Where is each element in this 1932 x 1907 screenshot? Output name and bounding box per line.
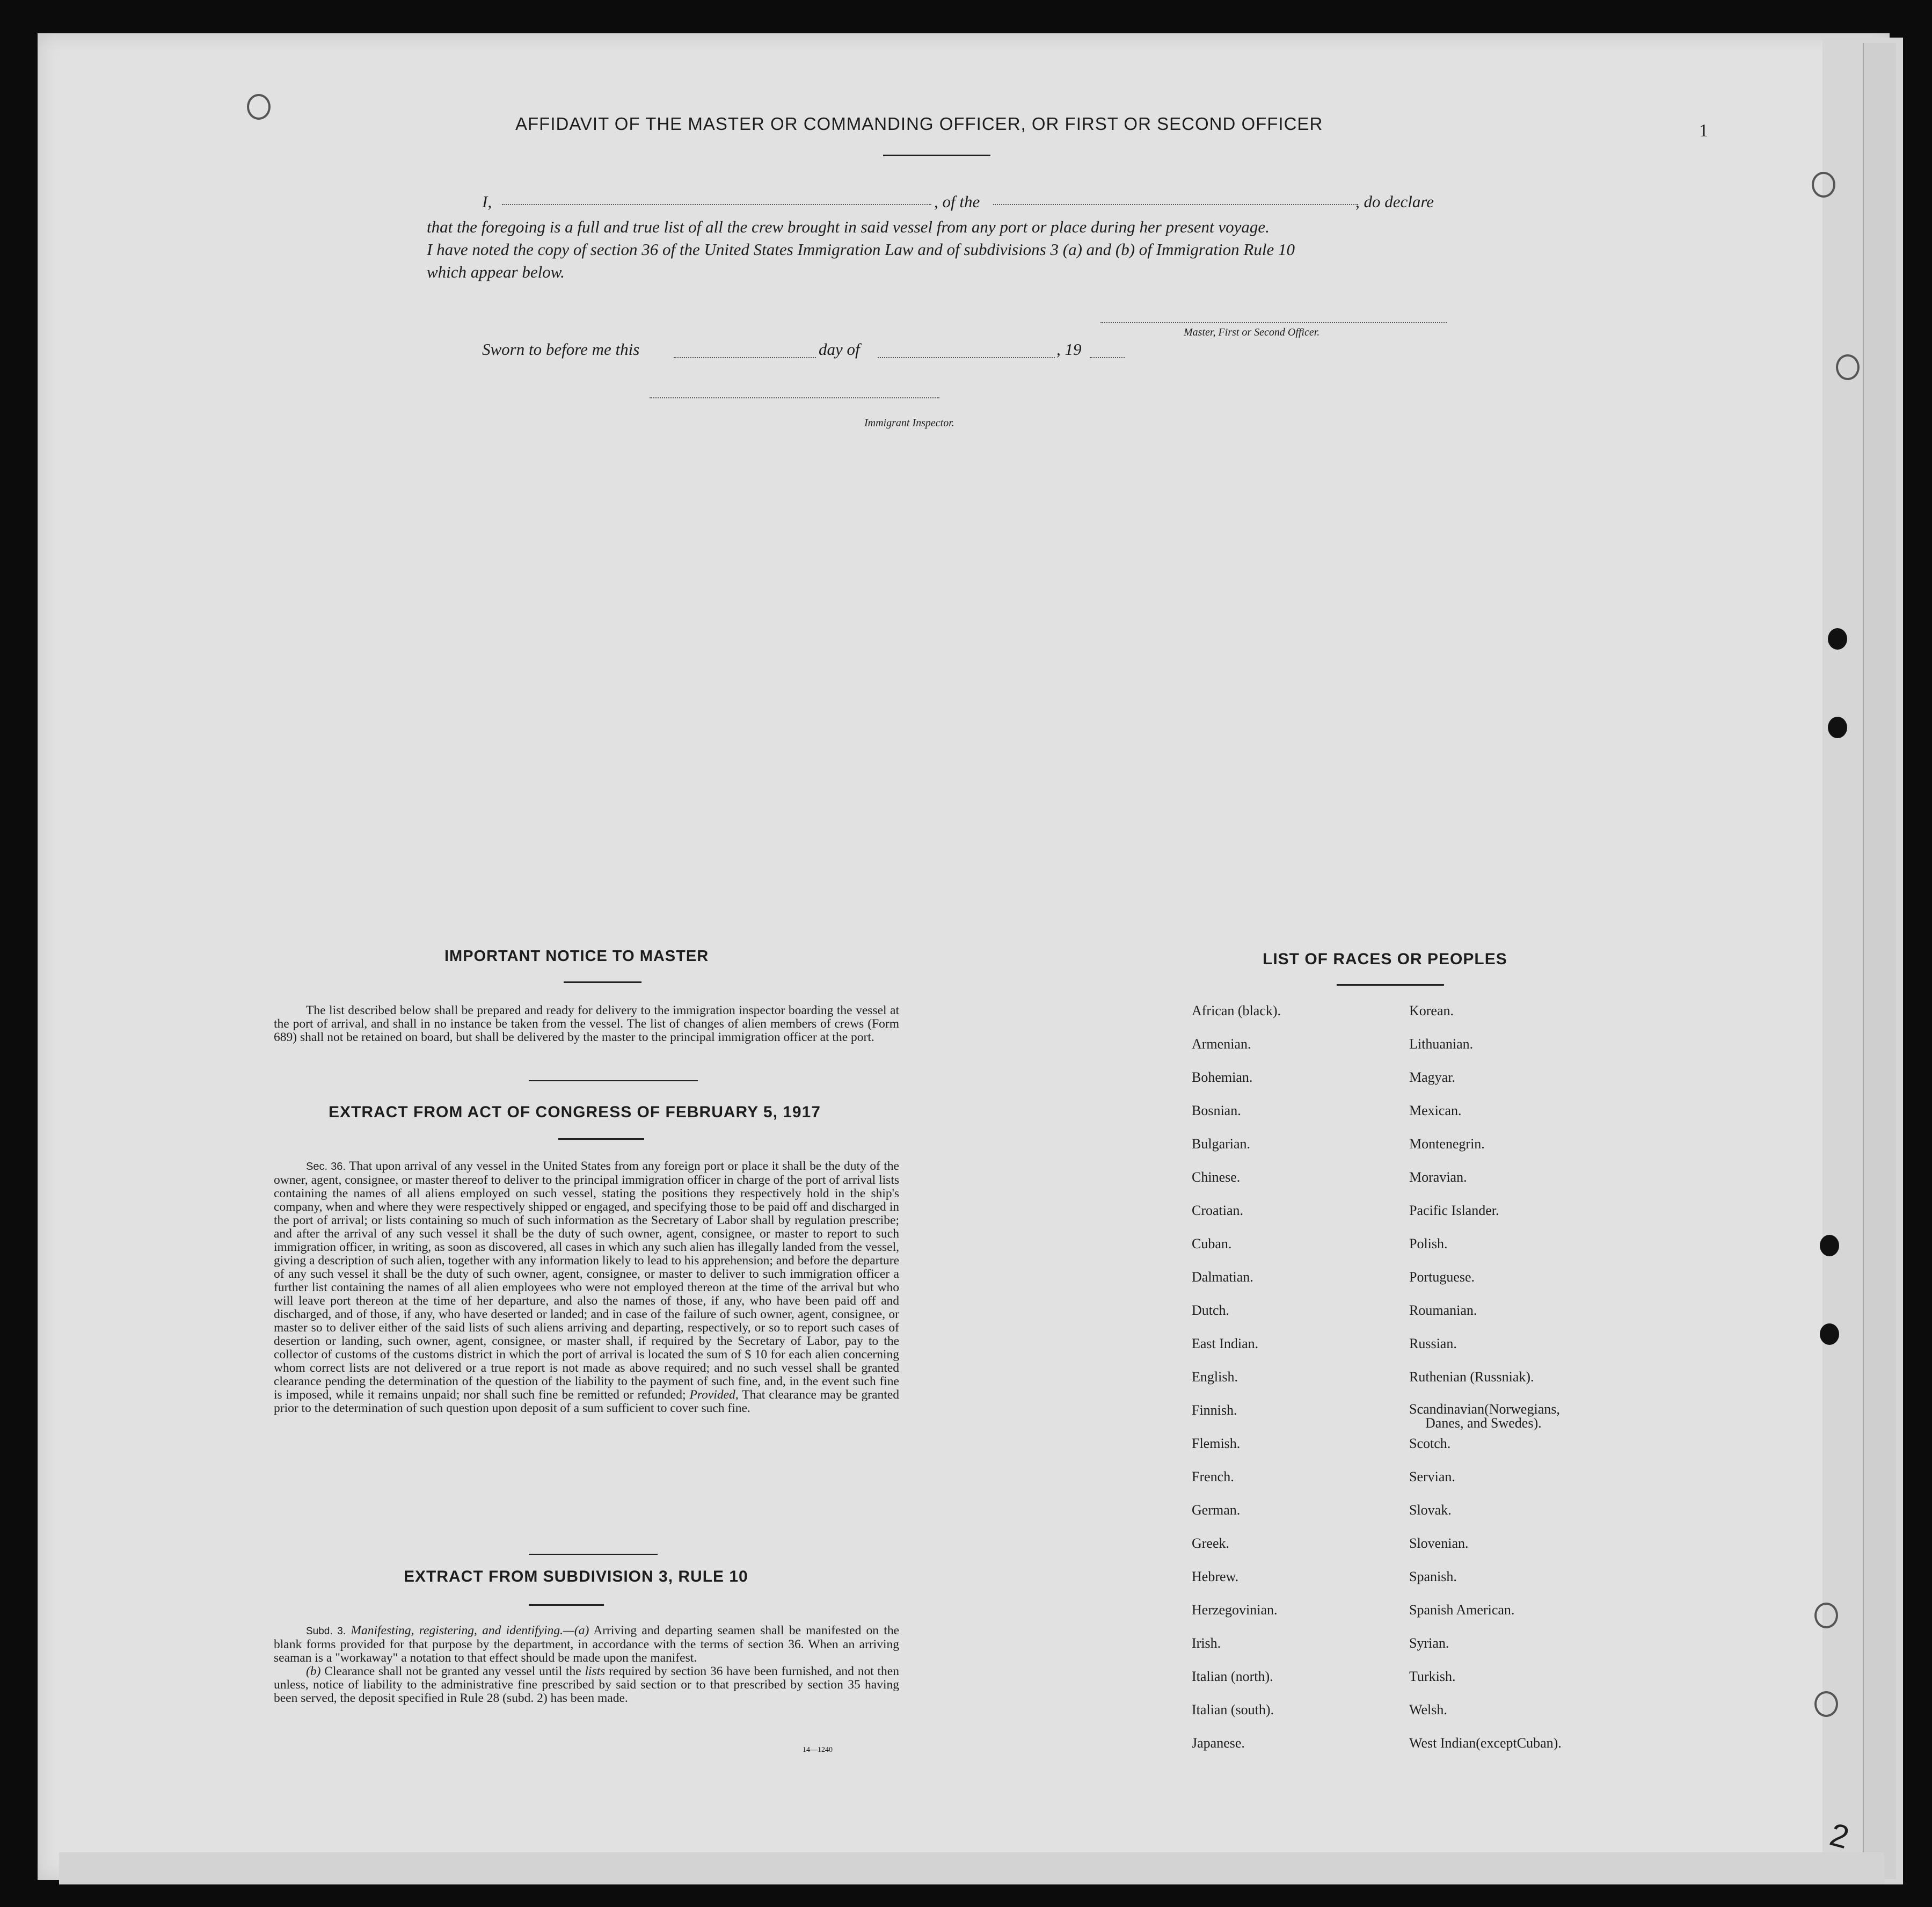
affidavit-title: AFFIDAVIT OF THE MASTER OR COMMANDING OFFICER, OR FIRST OR SECOND OFFICER — [515, 114, 1323, 134]
act-text: That upon arrival of any vessel in the United States from any foreign port or place it shall be the duty of the owner, agent, consignee, or master thereof to deliver to the principal immigration officer in charge of the port of arrival lists containing the names of all aliens employed on such vessel, stating the positions they respectively hold in the ship's company, when and where they were respectively shipped or engaged, and specifying those to be paid off and discharged in the port of arrival; or lists containing so much of such information as the Secretary of Labor shall by regulation prescribe; and after the arrival of any such vessel it shall be the duty of such owner, agent, consignee, or master to report to such immigration officer, in writing, as soon as discovered, all cases in which any such alien has illegally landed from the vessel, giving a description of such alien, together with any information likely to lead to his apprehension; and before the departure of any such vessel it shall be the duty of such owner, agent, consignee, or master to deliver to such immigration officer a further list containing the names of all alien employees who were not employed thereon at the time of the arrival but who will leave port thereon at the time of her departure, and also the names of those, if any, who have been paid off and discharged, and of those, if any, who have deserted or landed; and in case of the failure of such owner, agent, consignee, or master so to deliver either of the said lists of such aliens arriving and departing, respectively, or so to report such cases of desertion or landing, such owner, agent, consignee, or master shall, if required by the Secretary of Labor, pay to the collector of customs of the customs district in which the port of arrival is located the sum of $ 10 for each alien concerning whom correct lists are not delivered or a true report is not made as above required; and no such vessel shall be granted clearance pending the determination of the question of the liability to the payment of such fine, and, in the event such fine is imposed, while it remains unpaid; nor shall such fine be remitted or refunded; — [274, 1159, 899, 1402]
race-item: Bulgarian. — [1192, 1136, 1251, 1152]
punch-hole-icon — [1812, 172, 1835, 198]
race-item: Flemish. — [1192, 1436, 1241, 1451]
races-right-column — [1409, 1003, 1562, 1768]
sec-label: Sec. 36. — [306, 1161, 346, 1173]
race-item: Hebrew. — [1192, 1569, 1239, 1584]
race-item: Scotch. — [1409, 1436, 1451, 1451]
race-item: Armenian. — [1192, 1036, 1251, 1052]
race-item: Irish. — [1192, 1635, 1221, 1651]
race-item: Russian. — [1409, 1336, 1457, 1351]
title-divider — [883, 155, 990, 156]
corner-mark: 1 — [1699, 121, 1708, 141]
underlying-page-edge-2 — [1863, 43, 1896, 1879]
race-item: Turkish. — [1409, 1669, 1456, 1684]
day-of-label: day of — [819, 340, 860, 359]
affidavit-line-3: I have noted the copy of section 36 of the United States Immigration Law and of subdivisions 3 (a) and (b) of Immigration Rule 10 — [427, 240, 1295, 259]
act-provided: Provided, — [689, 1388, 739, 1402]
affidavit-i-label: I, — [482, 192, 492, 211]
handwritten-page-number: 2 — [1826, 1816, 1853, 1856]
race-item: West Indian(exceptCuban). — [1409, 1735, 1562, 1751]
punch-hole-icon — [1828, 628, 1847, 650]
affidavit-do-declare: , do declare — [1355, 192, 1434, 211]
race-item: Pacific Islander. — [1409, 1203, 1499, 1218]
document-sheet — [38, 33, 1890, 1880]
race-item: Croatian. — [1192, 1203, 1244, 1218]
race-item: Italian (north). — [1192, 1669, 1273, 1684]
rule-divider — [529, 1604, 604, 1606]
bottom-page-edge — [59, 1852, 1884, 1884]
race-item: Italian (south). — [1192, 1702, 1274, 1717]
affidavit-line-2: that the foregoing is a full and true list of all the crew brought in said vessel from any port or place during her present voyage. — [427, 217, 1270, 236]
race-item: Bosnian. — [1192, 1103, 1241, 1118]
inspector-signature-line — [650, 397, 939, 398]
rule-b-text-1: Clearance shall not be granted any vessel until the — [324, 1664, 581, 1678]
race-item: Moravian. — [1409, 1169, 1467, 1185]
race-item: Cuban. — [1192, 1236, 1232, 1251]
rule-b-lists: lists — [585, 1664, 606, 1678]
punch-hole-icon — [1814, 1603, 1838, 1628]
race-item-scandinavian: Scandinavian(Norwegians, — [1409, 1401, 1560, 1417]
form-number: 14—1240 — [803, 1746, 833, 1754]
races-title: LIST OF RACES OR PEOPLES — [1263, 950, 1507, 968]
subd-label: Subd. 3. — [306, 1626, 346, 1637]
notice-end-divider — [529, 1080, 698, 1081]
rule-b-text-2: required by section 36 have been furnished, and not then unless, notice of liability to the administrative fine prescribed by said section or to that prescribed by section 35 having been served, the deposit specified in Rule 28 (subd. 2) has been made. — [274, 1664, 899, 1705]
race-item: French. — [1192, 1469, 1234, 1484]
race-item: Syrian. — [1409, 1635, 1449, 1651]
race-item: Ruthenian (Russniak). — [1409, 1369, 1534, 1385]
name-blank — [502, 204, 931, 205]
notice-title: IMPORTANT NOTICE TO MASTER — [444, 948, 709, 965]
punch-hole-icon — [247, 94, 271, 120]
race-item: Finnish. — [1192, 1402, 1237, 1418]
race-item — [1409, 1402, 1562, 1436]
rule-a-text: Arriving and departing seamen shall be manifested on the blank forms provided for that purpose by the department, in accordance with the terms of section 36. When an arriving seaman is a "workaway" a notation to that effect should be made upon the manifest. — [274, 1624, 899, 1665]
act-divider — [558, 1138, 644, 1140]
race-item: Japanese. — [1192, 1735, 1245, 1751]
race-item: Lithuanian. — [1409, 1036, 1474, 1052]
races-divider — [1337, 984, 1444, 986]
race-item: Polish. — [1409, 1236, 1448, 1251]
race-item: German. — [1192, 1502, 1241, 1518]
master-signature-line — [1100, 322, 1447, 323]
race-item: English. — [1192, 1369, 1238, 1385]
rule-b-label: (b) — [306, 1664, 321, 1678]
punch-hole-icon — [1836, 354, 1860, 380]
punch-hole-icon — [1814, 1691, 1838, 1717]
act-body — [274, 1160, 899, 1415]
race-item: Chinese. — [1192, 1169, 1241, 1185]
race-item: Servian. — [1409, 1469, 1455, 1484]
race-item: Dalmatian. — [1192, 1269, 1253, 1285]
month-blank — [878, 357, 1055, 358]
notice-divider — [564, 981, 641, 983]
race-item: Spanish. — [1409, 1569, 1457, 1584]
race-item-scandinavian-cont: Danes, and Swedes). — [1425, 1415, 1542, 1431]
rule-title: EXTRACT FROM SUBDIVISION 3, RULE 10 — [404, 1568, 748, 1585]
act-text-end: That clearance may be granted prior to the determination of such question upon deposit of a sum sufficient to cover such fine. — [274, 1388, 900, 1415]
day-blank — [674, 357, 816, 358]
race-item: Roumanian. — [1409, 1302, 1477, 1318]
punch-hole-icon — [1820, 1323, 1839, 1345]
act-title: EXTRACT FROM ACT OF CONGRESS OF FEBRUARY 5, 1917 — [329, 1103, 821, 1121]
race-item: Greek. — [1192, 1535, 1230, 1551]
affidavit-of-the: , of the — [934, 192, 980, 211]
race-item: Dutch. — [1192, 1302, 1230, 1318]
race-item: Portuguese. — [1409, 1269, 1475, 1285]
race-item: East Indian. — [1192, 1336, 1259, 1351]
year-blank — [1090, 357, 1125, 358]
race-item: Magyar. — [1409, 1069, 1455, 1085]
race-item: Korean. — [1409, 1003, 1454, 1018]
punch-hole-icon — [1820, 1235, 1839, 1256]
year-label: , 19 — [1056, 340, 1082, 359]
affidavit-line-4: which appear below. — [427, 263, 565, 281]
master-caption: Master, First or Second Officer. — [1184, 326, 1320, 338]
vessel-blank — [993, 204, 1358, 205]
race-item: Herzegovinian. — [1192, 1602, 1278, 1618]
races-left-column — [1192, 1003, 1281, 1768]
race-item: African (black). — [1192, 1003, 1281, 1018]
race-item: Mexican. — [1409, 1103, 1462, 1118]
act-end-divider — [529, 1554, 658, 1555]
punch-hole-icon — [1828, 717, 1847, 738]
race-item: Montenegrin. — [1409, 1136, 1485, 1152]
race-item: Spanish American. — [1409, 1602, 1515, 1618]
race-item: Slovenian. — [1409, 1535, 1469, 1551]
race-item: Welsh. — [1409, 1702, 1447, 1717]
rule-body — [274, 1624, 899, 1705]
notice-body — [274, 1004, 899, 1044]
race-item: Slovak. — [1409, 1502, 1452, 1518]
notice-text: The list described below shall be prepared and ready for delivery to the immigration inspector boarding the vessel at the port of arrival, and shall in no instance be taken from the vessel. The list of changes of alien members of crews (Form 689) shall not be retained on board, but shall be delivered by the master to the principal immigration officer at the port. — [274, 1003, 899, 1044]
sworn-label: Sworn to before me this — [482, 340, 640, 359]
subd-heading: Manifesting, registering, and identifying.—(a) — [351, 1624, 589, 1637]
inspector-caption: Immigrant Inspector. — [864, 417, 954, 429]
race-item: Bohemian. — [1192, 1069, 1253, 1085]
